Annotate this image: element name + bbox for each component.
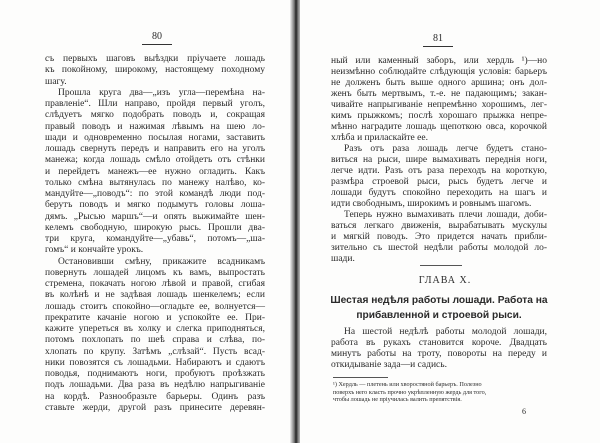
chapter-title: [318, 293, 560, 323]
text-line: Теперь нужно вымахивать плечи лошади, доби-: [344, 210, 547, 220]
chapter-title-line: Шестая недѣля работы лошади. Работа на: [330, 295, 548, 306]
text-line: ставьте жерди, другой разъ принесите деревян-: [45, 402, 265, 413]
text-line: Остановивши смѣну, прикажите всадникамъ: [58, 256, 265, 267]
text-line: кимъ прыжкомъ; послѣ хорошаго прыжка непре-: [331, 111, 547, 121]
text-line: лошадь стоитъ спокойно—огладьте ее, волнуется—: [45, 301, 265, 312]
section-divider: [420, 265, 462, 266]
text-line: хлѣба и приласкайте ее.: [331, 133, 428, 143]
footnote-divider: [333, 377, 388, 378]
text-line: келемъ свободную, широкую рысь. Прошли два-: [45, 222, 265, 233]
text-line: женъ быть мертвымъ, т.-е. не падающимъ; закан-: [331, 89, 547, 99]
text-line: три круга, командуйте—„убавь“, потомъ—„ша-: [45, 234, 265, 244]
text-line: мандуйте—„поводъ“: по этой командѣ люди под-: [45, 189, 265, 199]
text-line: и перейдетъ манежъ—ее нужно огладить. Какъ: [45, 166, 265, 177]
text-line: шади и одновременно посылая ногами, заставить: [45, 132, 265, 143]
chapter-text: [331, 327, 547, 371]
text-line: лошадь свернуть передъ и направить его на уголъ: [45, 144, 265, 154]
text-line: виться на рыси, шире вымахивать переднія ноги,: [331, 155, 547, 165]
text-line: потомъ похлопать по шеѣ справа и слѣва, по-: [45, 335, 265, 346]
signature-mark: 6: [522, 407, 526, 416]
text-line: къ покойному, широкому, настоящему походному: [45, 65, 265, 76]
text-line: и мягкій поводъ. Это придется начать прибли-: [331, 232, 547, 242]
text-line: шагу.: [45, 76, 67, 87]
text-line: не долженъ быть выше одного аршина; онъ дол-: [331, 78, 547, 88]
text-line: въ колѣнѣ и не задѣвая лошадь шенкелемъ; если: [45, 290, 265, 301]
text-line: откидываніе зада—и садись.: [331, 360, 447, 370]
text-line: хлопать по крупу. Затѣмъ „слѣзай“. Пусть всад-: [45, 346, 265, 357]
footnote: [333, 381, 548, 404]
text-line: манежа; когда лошадь смѣло отойдетъ отъ стѣнки: [45, 155, 265, 166]
text-line: подъ лошадьми. Два раза въ недѣлю напрыгиваніе: [45, 380, 265, 391]
text-line: гомъ“ и кончайте урокъ.: [45, 245, 144, 256]
text-line: Прошла круга два—„изъ угла—перемѣна на-: [58, 87, 265, 98]
text-line: на кордѣ. Разнообразьте барьеры. Одинъ разъ: [45, 391, 265, 402]
text-line: легче идти. Разъ отъ раза переходъ на короткую,: [331, 166, 547, 176]
text-line: ники повозятся съ лошадьми. Набираютъ и сдаютъ: [45, 357, 265, 368]
text-line: повернуть лошадей лицомъ къ вамъ, выпростать: [45, 267, 265, 278]
text-line: дямъ. „Рысью маршъ“—и опять выжимайте шен-: [45, 211, 265, 222]
text-line: правленіе“. Шли направо, пройдя первый уголъ,: [45, 99, 265, 109]
text-line: ный или каменный заборъ, или хердль ¹)—но: [331, 56, 547, 66]
text-line: размѣра строевой рыси, рысь будетъ легче и: [331, 177, 547, 187]
footnote-line: чтобы лошадь не пріучилась валить препятствія.: [333, 396, 462, 404]
text-line: неизмѣнно соблюдайте слѣдующія условія: барьеръ: [331, 67, 547, 77]
text-line: только смѣна вытянулась по манежу налѣво, ко-: [45, 177, 265, 188]
text-line: ваться легкаго движенія, вырабатывать мускулы: [331, 221, 547, 231]
text-line: кажите упереться въ холку и слегка приподняться,: [45, 324, 265, 334]
text-line: идти свободнымъ, широкимъ и ровнымъ шагомъ.: [331, 199, 532, 209]
text-line: правый поводъ и нажимая лѣвымъ на шею ло-: [45, 121, 265, 132]
page-number: 81: [418, 33, 458, 47]
text-line: съ первыхъ шаговъ выѣздки пріучаете лошадь: [45, 54, 265, 64]
text-line: шади.: [331, 254, 355, 264]
page-number: 80: [137, 31, 177, 45]
text-line: берутъ поводъ и мягко подымутъ головы лоша-: [45, 200, 265, 211]
footnote-line: поверхъ него класть прочно укрѣпленную жердь для того,: [333, 388, 487, 396]
text-line: стремена, покачать ногою лѣвой и правой, сгибая: [45, 279, 265, 289]
text-line: прекратите качаніе ногою и успокойте ее. При-: [45, 312, 265, 323]
text-line: Разъ отъ раза лошадь легче будетъ стано-: [344, 144, 547, 154]
text-line: поводья, поднимаютъ ноги, пробуютъ проѣзжать: [45, 369, 265, 379]
text-line: слѣдуетъ мягко подобрать поводъ и, сокращая: [45, 110, 265, 121]
chapter-number: ГЛАВА X.: [418, 275, 472, 286]
text-line: чивайте напрыгиваніе непремѣнно хорошимъ, лег-: [331, 100, 547, 110]
text-line: На шестой недѣлѣ работы молодой лошади,: [344, 327, 547, 337]
footnote-line: ¹) Хердль — плетень или хворостяной барьеръ. Полезно: [333, 381, 482, 388]
chapter-title-line: прибавленной и строевой рыси.: [356, 310, 522, 321]
text-line: зительно съ шестой недѣли работы молодой ло-: [331, 243, 547, 253]
text-line: лошади будутъ спокойно переходить на шагъ и: [331, 188, 547, 198]
left-page-text: [45, 54, 265, 414]
text-line: мѣнно наградите лошадь щепоткою овса, корочкой: [331, 122, 547, 132]
text-line: работа въ рукахъ становится короче. Двадцать: [331, 338, 547, 348]
right-page-text: [331, 56, 547, 265]
text-line: минутъ работы на троту, повороты на переду и: [331, 349, 547, 359]
